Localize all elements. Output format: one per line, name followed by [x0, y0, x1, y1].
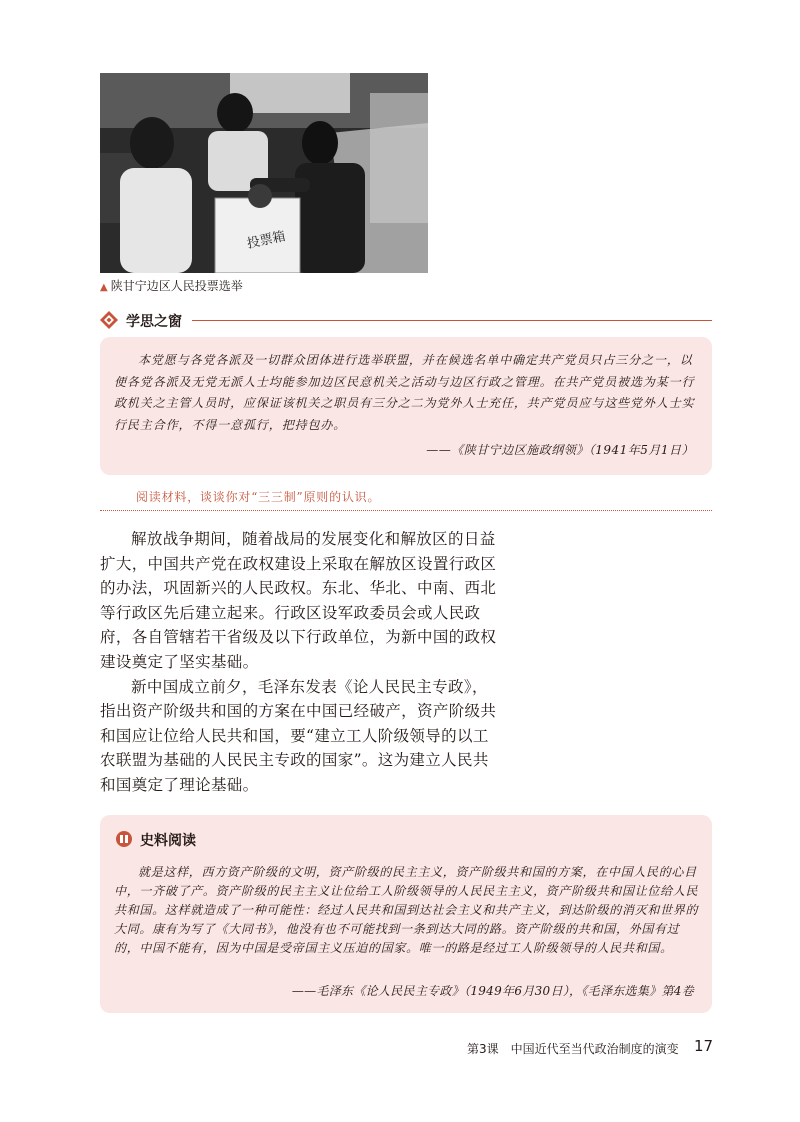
window-quote-source: ——《陕甘宁边区施政纲领》（1941年5月1日） — [426, 443, 694, 457]
chapter-footer: 第3课 中国近代至当代政治制度的演变 — [467, 1042, 679, 1056]
ballot-box-label: 投票箱 — [245, 229, 287, 252]
body-paragraph-2: 新中国成立前夕，毛泽东发表《论人民民主专政》，指出资产阶级共和国的方案在中国已经破产，资产阶级共和国应让位给人民共和国，要“建立工人阶级领导的以工农联盟为基础的人民民主专政的国家”。这为建立人民共和国奠定了理论基础。 — [100, 677, 497, 794]
window-section-header — [100, 309, 712, 331]
dotted-divider — [100, 510, 712, 511]
election-photo — [100, 73, 428, 273]
reading-prompt: 阅读材料，谈谈你对“三三制”原则的认识。 — [136, 490, 381, 504]
history-reading-box — [100, 815, 712, 1013]
main-body — [100, 527, 500, 798]
section-divider — [192, 320, 712, 321]
section-logo-icon — [100, 311, 118, 329]
photo-caption — [100, 279, 243, 295]
body-paragraph-1: 解放战争期间，随着战局的发展变化和解放区的日益扩大，中国共产党在政权建设上采取在解放区设置行政区的办法，巩固新兴的人民政权。东北、华北、中南、西北等行政区先后建立起来。行政区设军政委员会或人民政府，各自管辖若干省级及以下行政单位，为新中国的政权建设奠定了坚实基础。 — [100, 530, 497, 671]
history-section-title: 史料阅读 — [140, 833, 196, 849]
triangle-icon: ▲ — [100, 282, 108, 293]
book-icon — [116, 831, 132, 847]
window-quote-box — [100, 337, 712, 475]
history-quote-text: 就是这样，西方资产阶级的文明，资产阶级的民主主义，资产阶级共和国的方案，在中国人民的心目中，一齐破了产。资产阶级的民主主义让位给工人阶级领导的人民民主主义，资产阶级共和国让位给人民共和国。这样就造成了一种可能性：经过人民共和国到达社会主义和共产主义，到达阶级的消灭和世界的大同。康有为写了《大同书》，他没有也不可能找到一条到达大同的路。资产阶级的共和国，外国有过的，中国不能有，因为中国是受帝国主义压迫的国家。唯一的路是经过工人阶级领导的人民共和国。 — [114, 865, 699, 955]
history-quote-source: ——毛泽东《论人民民主专政》（1949年6月30日），《毛泽东选集》第4卷 — [291, 984, 694, 998]
page-number: 17 — [694, 1037, 714, 1055]
window-quote-text: 本党愿与各党各派及一切群众团体进行选举联盟，并在候选名单中确定共产党员只占三分之一，以便各党各派及无党无派人士均能参加边区民意机关之活动与边区行政之管理。在共产党员被选为某一行政机关之主管人员时，应保证该机关之职员有三分之二为党外人士充任，共产党员应与这些党外人士实行民主合作，不得一意孤行，把持包办。 — [114, 353, 695, 432]
window-section-title: 学思之窗 — [126, 314, 182, 330]
photo-caption-text: 陕甘宁边区人民投票选举 — [110, 279, 243, 293]
